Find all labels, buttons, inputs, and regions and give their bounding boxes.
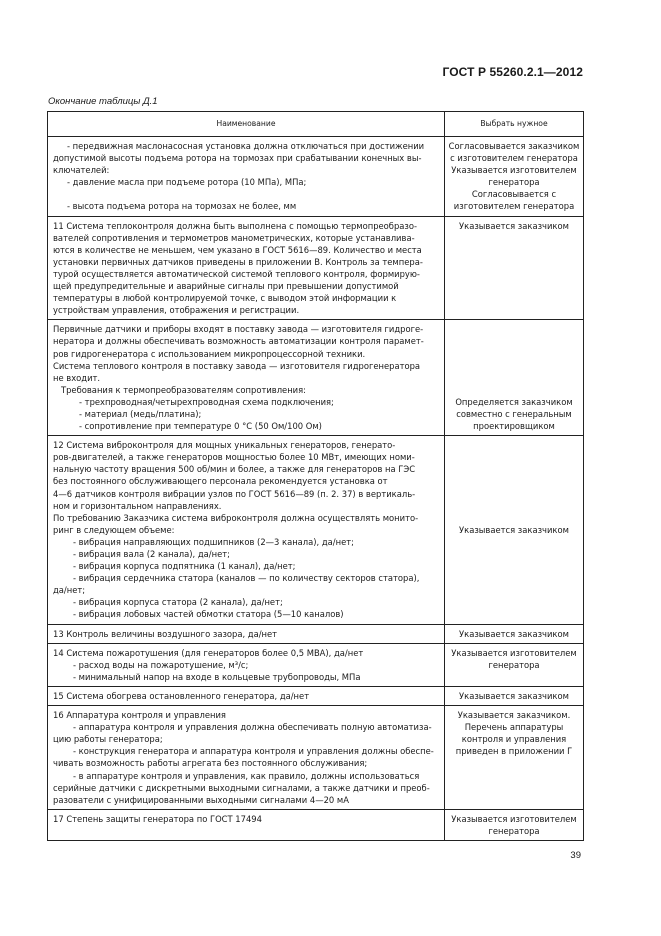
row-text-line: - давление масла при подъеме ротора (10 МПа), МПа; [67,177,307,188]
row-choice: Указывается заказчиком [445,686,584,705]
row-text-line: да/нет; [53,585,86,596]
row-text-line: допустимой высоты подъема ротора на тормозах при срабатывании конечных вы- [53,153,422,164]
row-choice [445,137,584,217]
row-text-line: - передвижная маслонасосная установка должна отключаться при достижении [67,141,425,151]
row-text-line: вателей сопротивления и термометров манометрических, которые устанавлива- [53,232,415,243]
table-row [48,216,584,320]
row-text-line: 15 Система обогрева остановленного генератора, да/нет [53,690,310,701]
row-choice: Указывается заказчиком [445,436,584,624]
row-text-line: серийные датчики с дискретными выходными сигналами, а также датчики и преоб- [53,782,430,793]
row-text-line: ном и горизонтальном направлениях. [53,500,222,511]
row-text-line: ров-двигателей, а также генераторов мощностью более 10 МВт, имеющих номи- [53,452,415,463]
row-text-line: - расход воды на пожаротушение, м³/с; [73,659,249,670]
table-header-row [48,112,584,137]
row-description [48,216,445,320]
row-text-line: - сопротивление при температуре 0 °С (50 Ом/100 Ом) [79,421,322,432]
table-row [48,320,584,436]
row-text-line: ров гидрогенератора с использованием микропроцессорной техники. [53,348,366,359]
table-row [48,643,584,686]
row-text-line: Система теплового контроля в поставку завода — изготовителя гидрогенератора [53,360,421,371]
row-text-line: - вибрация лобовых частей обмотки статора (5—10 каналов) [73,609,344,620]
row-description [48,643,445,686]
table-row [48,686,584,705]
row-text-line: 17 Степень защиты генератора по ГОСТ 17494 [53,813,262,824]
row-text-line: - вибрация корпуса статора (2 канала), да/нет; [73,597,283,608]
choice-text: Согласовывается с изготовителем генератора [453,189,575,212]
row-text-line: 16 Аппаратура контроля и управления [53,710,226,721]
row-choice: Указывается заказчиком [445,624,584,643]
table-caption: Окончание таблицы Д.1 [48,96,158,107]
row-description [48,624,445,643]
row-text-line: 12 Система виброконтроля для мощных уникальных генераторов, генерато- [53,440,396,451]
row-text-line: чивать возможность работы агрегата без постоянного обслуживания; [53,758,368,769]
row-text-line: щей предупредительные и аварийные сигналы при превышении допустимой [53,281,399,292]
row-text-line: 11 Система теплоконтроля должна быть выполнена с помощью термопреобразо- [53,220,418,231]
row-text-line: цию работы генератора; [53,734,163,745]
column-header-choice: Выбрать нужное [445,112,584,137]
row-text-line: ринг в следующем объеме: [53,524,175,535]
row-text-line: установки первичных датчиков приведены в приложении В. Контроль за темпера- [53,256,423,267]
row-text-line: Первичные датчики и приборы входят в поставку завода — изготовителя гидроге- [53,324,424,335]
row-text-line: - конструкция генератора и аппаратура контроля и управления должны обеспе- [73,746,434,757]
row-choice: Определяется заказчиком совместно с генеральным проектировщиком [445,320,584,436]
row-text-line: - минимальный напор на входе в кольцевые трубопроводы, МПа [73,671,361,682]
table-row [48,436,584,624]
row-text-line: - вибрация сердечника статора (каналов — по количеству секторов статора), [73,573,420,584]
row-text-line: 14 Система пожаротушения (для генераторов более 0,5 МВА), да/нет [53,647,364,658]
row-text-line: Требования к термопреобразователям сопротивления: [61,384,306,395]
row-text-line: - вибрация вала (2 канала), да/нет; [73,549,230,559]
choice-text: Указывается изготовителем генератора [451,165,577,188]
row-text-line: ключателей: [53,165,110,176]
row-description [48,686,445,705]
row-text-line: - в аппаратуре контроля и управления, как правило, должны использоваться [73,770,420,781]
row-text-line: устройствам управления, отображения и регистрации. [53,305,300,316]
row-text-line: нератора и должны обеспечивать возможность автоматизации контроля парамет- [53,336,424,347]
column-header-name: Наименование [48,112,445,137]
row-text-line: - аппаратура контроля и управления должна обеспечивать полную автоматиза- [73,722,432,733]
row-text-line: - трехпроводная/четырехпроводная схема подключения; [79,396,334,407]
table-row [48,706,584,810]
row-text-line: нальную частоту вращения 500 об/мин и более, а также для генераторов на ГЭС [53,464,416,475]
table-row [48,624,584,643]
row-description [48,809,445,840]
row-text-line: По требованию Заказчика система виброконтроля должна осуществлять монито- [53,512,419,523]
choice-text: Согласовывается заказчиком с изготовителем генератора [448,141,580,164]
row-choice: Указывается изготовителем генератора [445,643,584,686]
row-text-line: не входит. [53,372,101,383]
row-text-line: без постоянного обслуживающего персонала рекомендуется установка от [53,476,388,487]
table-row [48,809,584,840]
row-text-line: температуры в любой контролируемой точке, с выводом этой информации к [53,293,397,304]
row-choice: Указывается заказчиком [445,216,584,320]
page-number: 39 [570,850,581,861]
row-choice: Указывается изготовителем генератора [445,809,584,840]
row-text-line: разователи с унифицированными выходными сигналами 4—20 мА [53,794,349,805]
row-text-line: турой осуществляется автоматической системой теплового контроля, формирую- [53,268,420,279]
row-choice: Указывается заказчиком. Перечень аппаратуры контроля и управления приведен в приложении Г [445,706,584,810]
document-code: ГОСТ Р 55260.2.1—2012 [442,65,583,79]
row-text-line: - высота подъема ротора на тормозах не более, мм [67,201,297,212]
row-text-line: 13 Контроль величины воздушного зазора, да/нет [53,628,278,639]
row-text-line: - материал (медь/платина); [79,408,202,419]
row-text-line: 4—6 датчиков контроля вибрации узлов по ГОСТ 5616—89 (п. 2. 37) в вертикаль- [53,488,416,499]
row-text-line: ются в количестве не меньшем, чем указано в ГОСТ 5616—89. Количество и места [53,244,422,255]
row-text-line: - вибрация корпуса подпятника (1 канал), да/нет; [73,561,296,572]
row-description [48,436,445,624]
row-description [48,137,445,217]
requirements-table [47,111,584,841]
table-row [48,137,584,217]
row-description [48,320,445,436]
row-text-line: - вибрация направляющих подшипников (2—3 канала), да/нет; [73,536,354,547]
row-description [48,706,445,810]
